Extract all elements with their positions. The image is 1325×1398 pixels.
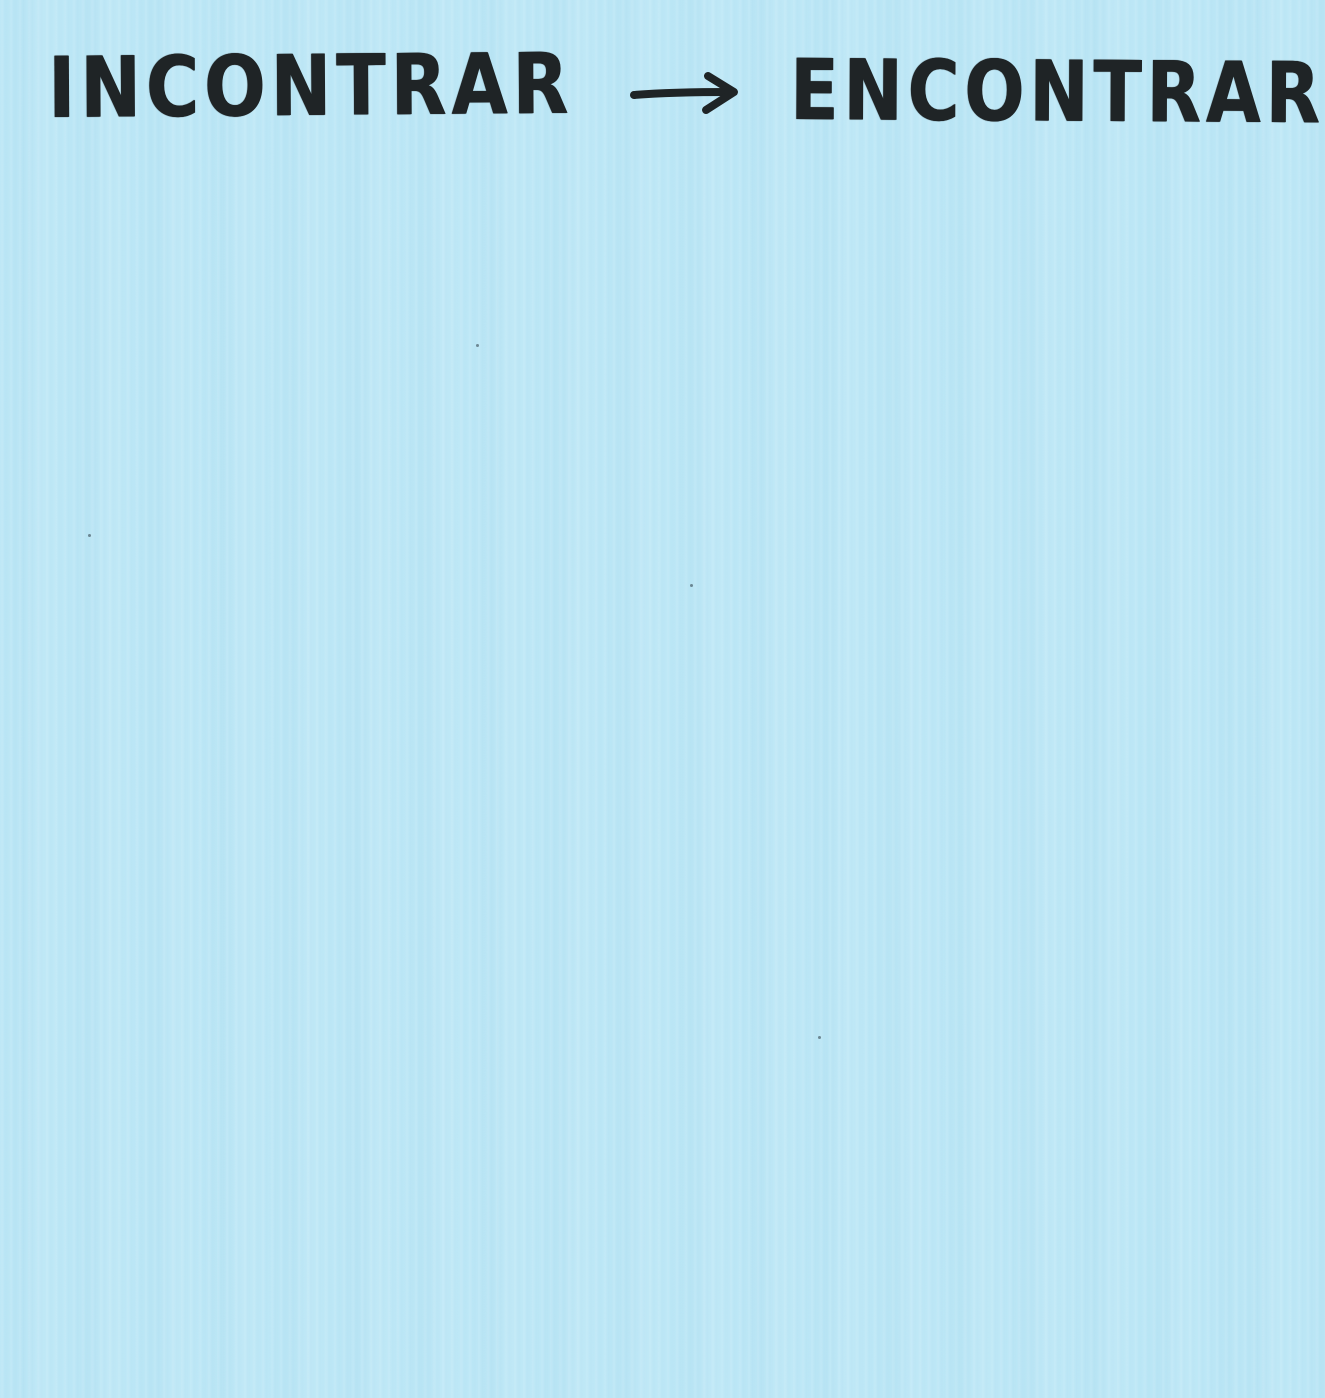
corrected-word: ENCONTRAR [789, 41, 1325, 143]
paper-speck [818, 1036, 821, 1039]
handwritten-correction-line [0, 0, 1325, 160]
misspelled-word: INCONTRAR [47, 34, 574, 137]
paper-speck [476, 344, 479, 347]
right-arrow-icon [628, 70, 744, 116]
paper-speck [88, 534, 91, 537]
paper-speck [690, 584, 693, 587]
